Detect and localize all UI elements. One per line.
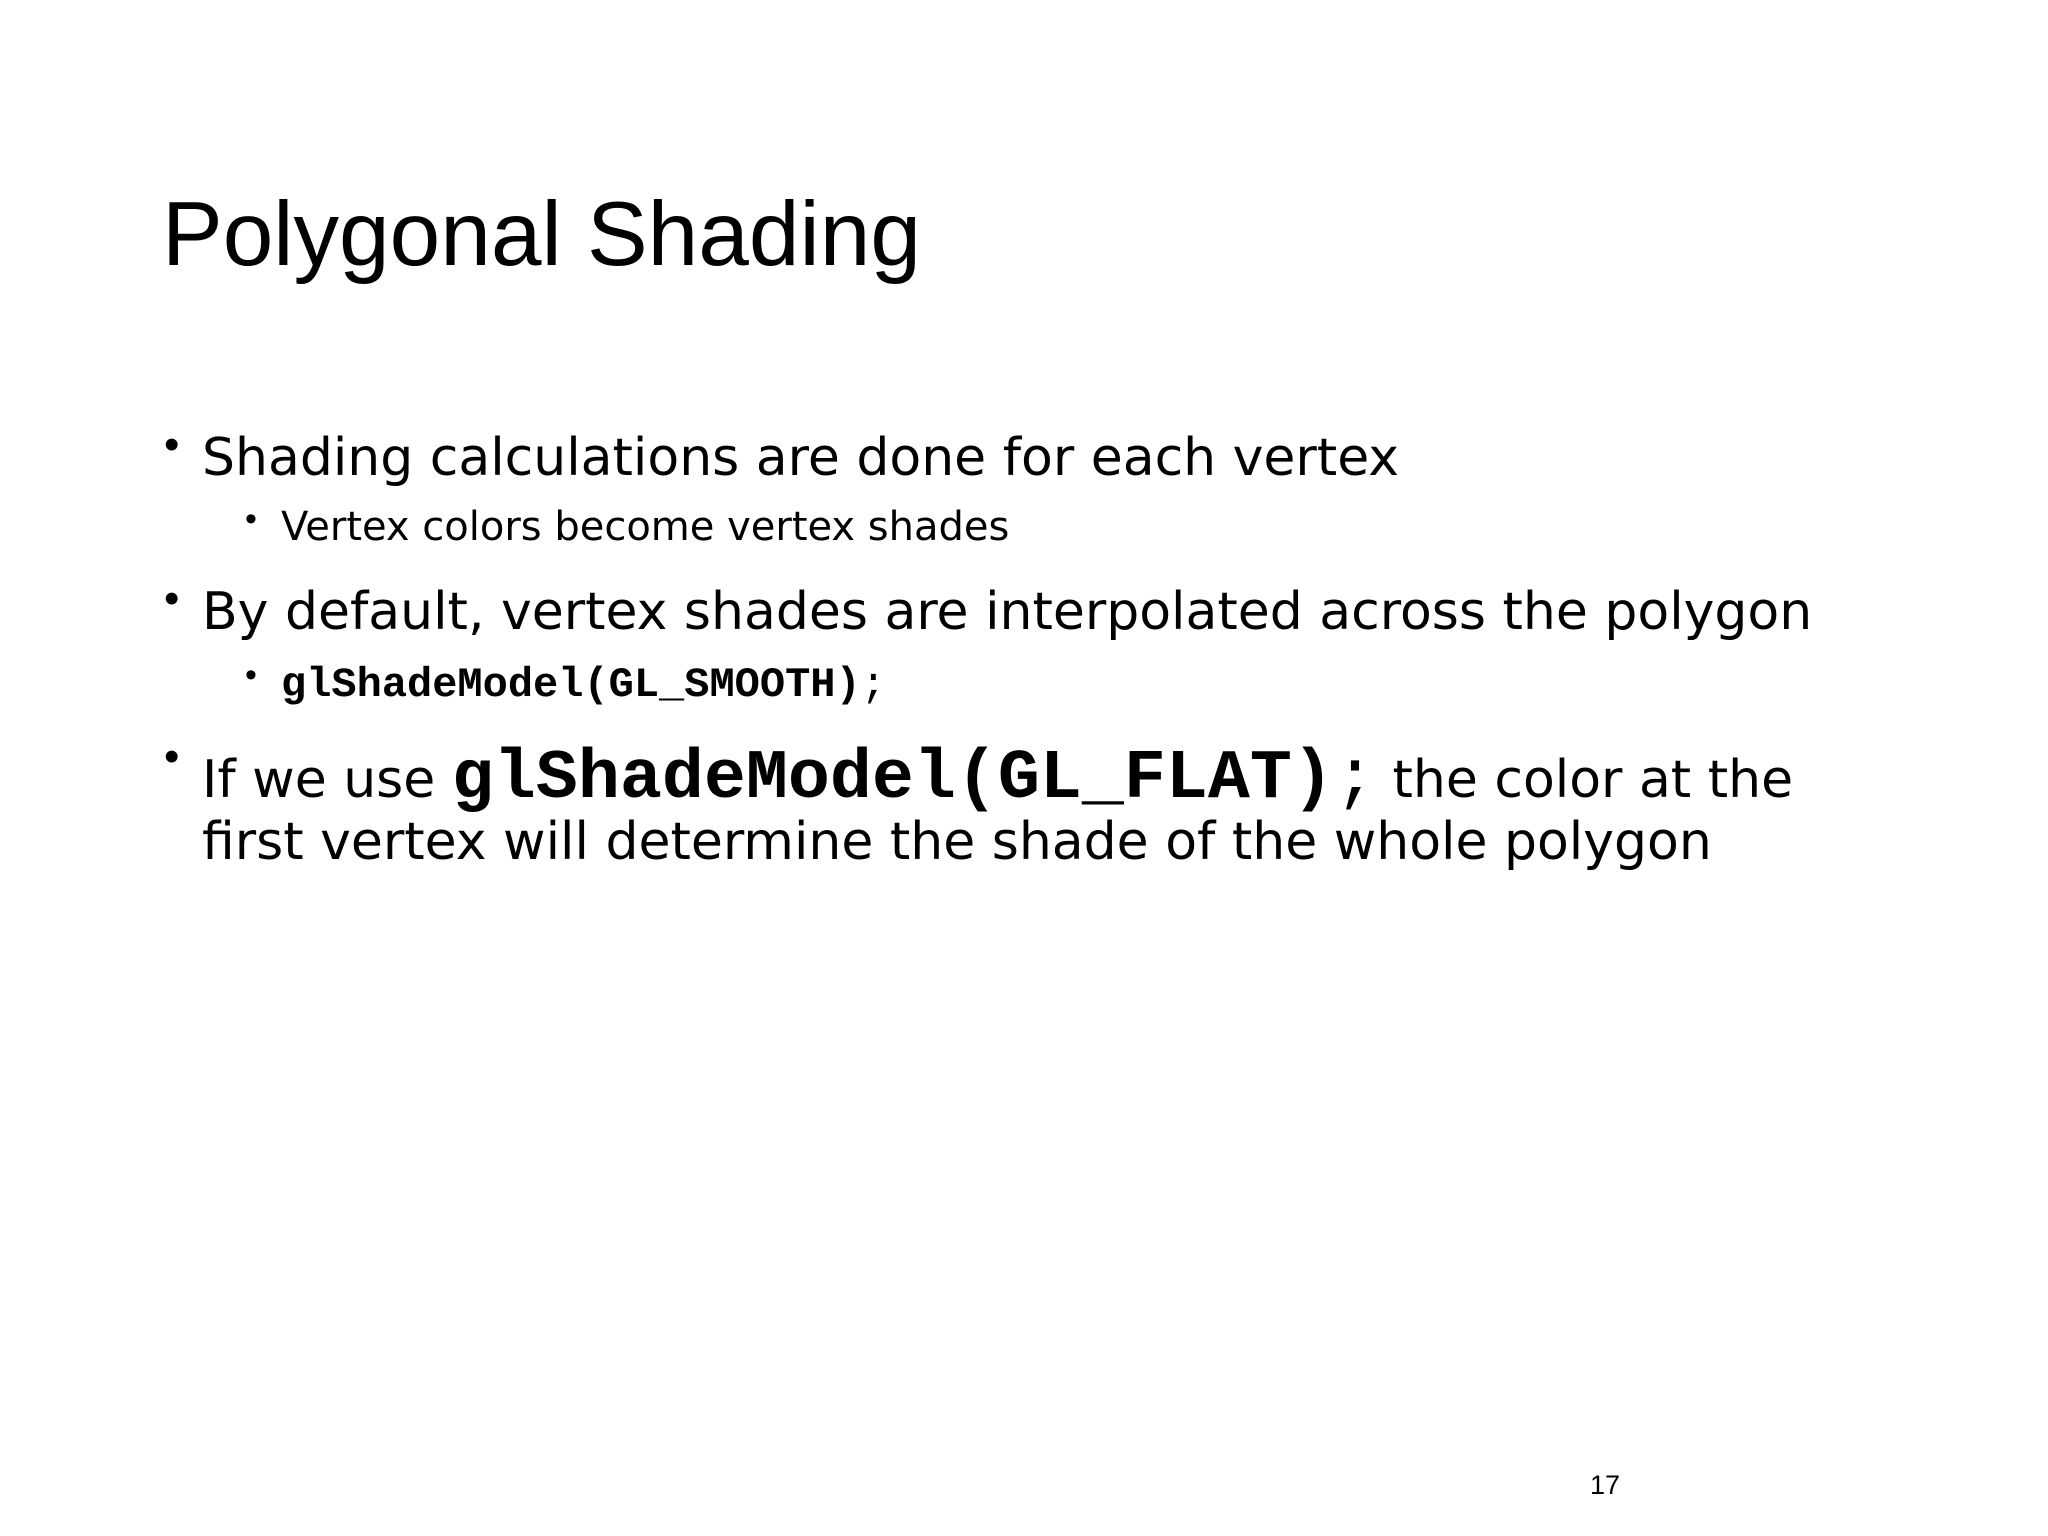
bullet-suffix: the color at the bbox=[1375, 750, 1794, 810]
bullet-item bbox=[164, 732, 1794, 819]
bullet-marker: • bbox=[164, 420, 180, 469]
bullet-continuation bbox=[202, 812, 1712, 872]
page-number: 17 bbox=[1590, 1470, 1621, 1500]
bullet-marker: • bbox=[164, 732, 180, 781]
code-semicolon: ; bbox=[1333, 740, 1376, 819]
bullet-text: By default, vertex shades are interpolated across the polygon bbox=[202, 582, 1813, 642]
bullet-prefix: If we use bbox=[202, 750, 452, 810]
bullet-item bbox=[164, 420, 1400, 488]
code-snippet: glShadeModel(GL_FLAT) bbox=[451, 740, 1334, 819]
sub-bullet-item bbox=[245, 500, 1010, 550]
bullet-marker: • bbox=[245, 500, 257, 538]
bullet-text: first vertex will determine the shade of the whole polygon bbox=[202, 812, 1712, 872]
bullet-item bbox=[164, 574, 1813, 642]
bullet-marker: • bbox=[245, 656, 257, 694]
code-snippet: glShadeModel(GL_SMOOTH) bbox=[281, 661, 861, 709]
bullet-marker: • bbox=[164, 574, 180, 623]
sub-bullet-item bbox=[245, 656, 886, 709]
code-semicolon: ; bbox=[860, 661, 886, 709]
sub-bullet-text: Vertex colors become vertex shades bbox=[281, 504, 1010, 550]
slide-title: Polygonal Shading bbox=[162, 184, 921, 285]
bullet-text: Shading calculations are done for each vertex bbox=[202, 428, 1400, 488]
